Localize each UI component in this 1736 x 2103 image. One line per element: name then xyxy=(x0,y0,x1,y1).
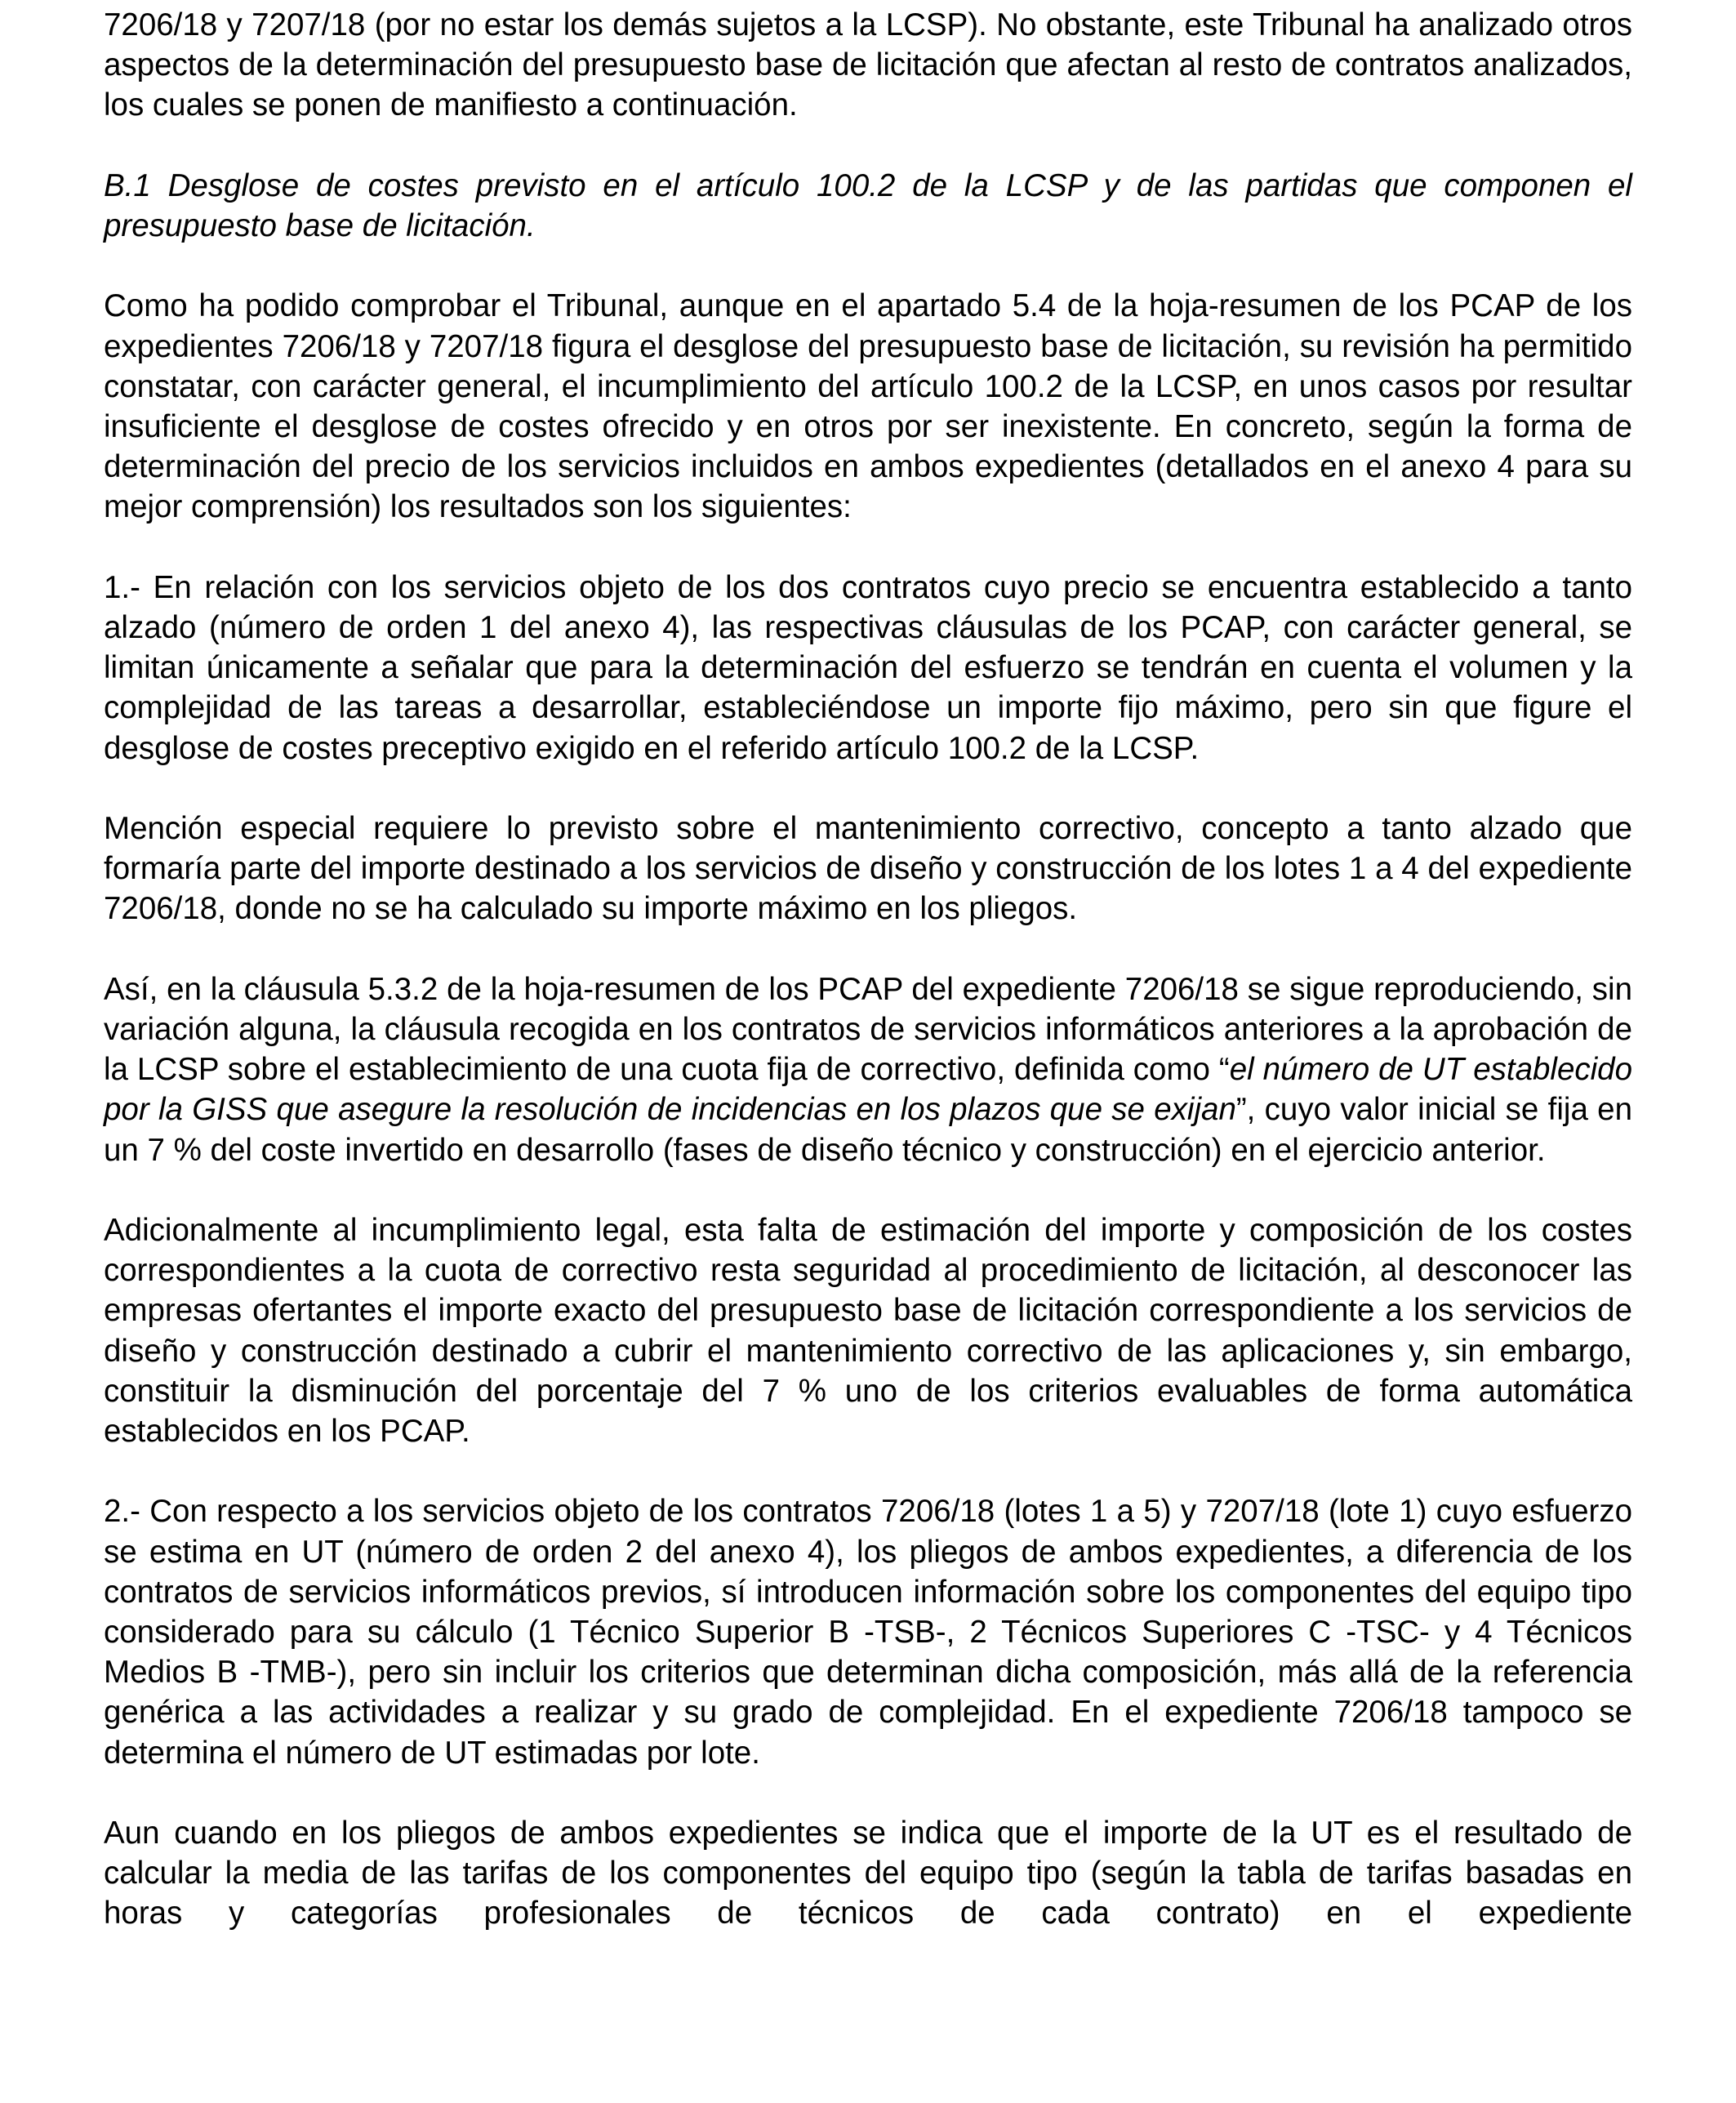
paragraph-point-2-ut: 2.- Con respecto a los servicios objeto de los contratos 7206/18 (lotes 1 a 5) y 7207/18 (lote 1) cuyo esfuerzo se estima en UT (número de orden 2 del anexo 4), los pliegos de ambos expedientes, a diferencia de los contratos de servicios informáticos previos, sí introducen información sobre los componentes del equipo tipo considerado para su cálculo (1 Técnico Superior B -TSB-, 2 Técnicos Superiores C -TSC- y 4 Técnicos Medios B -TMB-), pero sin incluir los criterios que determinan dicha composición, más allá de la referencia genérica a las actividades a realizar y su grado de complejidad. En el expediente 7206/18 tampoco se determina el número de UT estimadas por lote. xyxy=(104,1494,1632,1771)
paragraph-mantenimiento-correctivo: Mención especial requiere lo previsto sobre el mantenimiento correctivo, concepto a tanto alzado que formaría parte del importe destinado a los servicios de diseño y construcción de los lotes 1 a 4 del expediente 7206/18, donde no se ha calculado su importe máximo en los pliegos. xyxy=(104,811,1632,927)
paragraph-clausula-5-3-2 xyxy=(104,969,1632,1170)
paragraph-incumplimiento-legal: Adicionalmente al incumplimiento legal, esta falta de estimación del importe y composición de los costes correspondientes a la cuota de correctivo resta seguridad al procedimiento de licitación, al desconocer las empresas ofertantes el importe exacto del presupuesto base de licitación correspondiente a los servicios de diseño y construcción destinado a cubrir el mantenimiento correctivo de las aplicaciones y, sin embargo, constituir la disminución del porcentaje del 7 % uno de los criterios evaluables de forma automática establecidos en los PCAP. xyxy=(104,1213,1632,1450)
clausula-quoted-definition: el número de UT establecido por la GISS que asegure la resolución de incidencias en los plazos que se exijan xyxy=(104,1052,1632,1128)
document-page xyxy=(104,5,1632,1974)
clausula-text-before-quote: Así, en la cláusula 5.3.2 de la hoja-resumen de los PCAP del expediente 7206/18 se sigue reproduciendo, sin variación alguna, la cláusula recogida en los contratos de servicios informáticos anteriores a la aprobación de la LCSP sobre el establecimiento de una cuota fija de correctivo, definida como “ xyxy=(104,971,1632,1088)
paragraph-intro-continuation: 7206/18 y 7207/18 (por no estar los demás sujetos a la LCSP). No obstante, este Tribunal ha analizado otros aspectos de la determinación del presupuesto base de licitación que afectan al resto de contratos analizados, los cuales se ponen de manifiesto a continuación. xyxy=(104,7,1632,123)
clausula-text-after-quote: ”, cuyo valor inicial se fija en un 7 % del coste invertido en desarrollo (fases de diseño técnico y construcción) en el ejercicio anterior. xyxy=(104,1092,1632,1168)
paragraph-tribunal-review: Como ha podido comprobar el Tribunal, aunque en el apartado 5.4 de la hoja-resumen de los PCAP de los expedientes 7206/18 y 7207/18 figura el desglose del presupuesto base de licitación, su revisión ha permitido constatar, con carácter general, el incumplimiento del artículo 100.2 de la LCSP, en unos casos por resultar insuficiente el desglose de costes ofrecido y en otros por ser inexistente. En concreto, según la forma de determinación del precio de los servicios incluidos en ambos expedientes (detallados en el anexo 4 para su mejor comprensión) los resultados son los siguientes: xyxy=(104,288,1632,525)
paragraph-importe-ut: Aun cuando en los pliegos de ambos expedientes se indica que el importe de la UT es el resultado de calcular la media de las tarifas de los componentes del equipo tipo (según la tabla de tarifas basadas en horas y categorías profesionales de técnicos de cada contrato) en el expediente xyxy=(104,1816,1632,1931)
paragraph-point-1-tanto-alzado: 1.- En relación con los servicios objeto de los dos contratos cuyo precio se encuentra establecido a tanto alzado (número de orden 1 del anexo 4), las respectivas cláusulas de los PCAP, con carácter general, se limitan únicamente a señalar que para la determinación del esfuerzo se tendrán en cuenta el volumen y la complejidad de las tareas a desarrollar, estableciéndose un importe fijo máximo, pero sin que figure el desglose de costes preceptivo exigido en el referido artículo 100.2 de la LCSP. xyxy=(104,569,1632,766)
section-heading-b1: B.1 Desglose de costes previsto en el artículo 100.2 de la LCSP y de las partidas que componen el presupuesto base de licitación. xyxy=(104,167,1632,243)
